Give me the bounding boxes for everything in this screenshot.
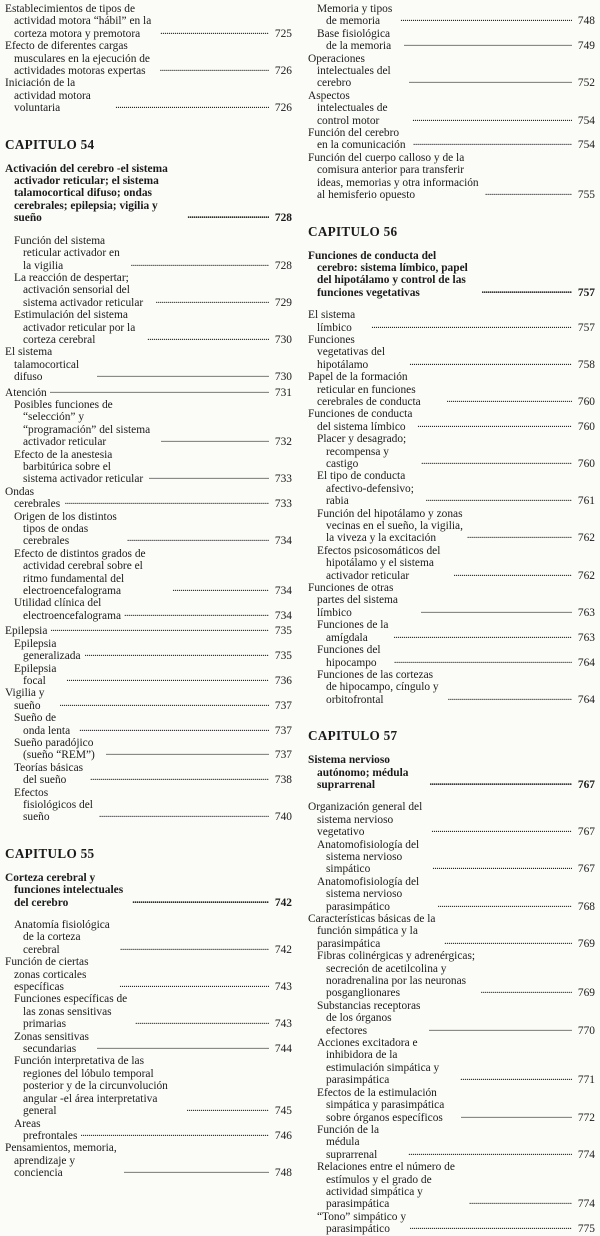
toc-entry-title: El sistema límbico	[308, 309, 356, 334]
toc-entry[interactable]	[308, 508, 595, 545]
toc-entry-title: Atención	[5, 386, 47, 399]
dot-leader	[50, 384, 269, 397]
toc-entry[interactable]	[308, 1211, 595, 1236]
toc-entry-page-number: 745	[274, 1105, 292, 1118]
toc-entry-page-number: 769	[577, 937, 595, 950]
toc-entry-page-number: 769	[577, 987, 595, 1000]
toc-entry-page-number: 754	[577, 139, 595, 152]
dot-leader	[79, 722, 269, 735]
toc-entry-title: Efectos psicosomáticos del hipotálamo y el sistema activador reticular	[317, 544, 441, 582]
toc-entry[interactable]	[308, 371, 595, 408]
toc-entry[interactable]	[5, 399, 292, 449]
toc-entry-page-number: 725	[274, 27, 292, 40]
toc-entry-page-number: 767	[577, 863, 595, 876]
toc-entry-title: Aspectos intelectuales de control motor	[308, 89, 388, 127]
toc-entry-page-number: 771	[577, 1074, 595, 1087]
toc-entry[interactable]	[5, 787, 292, 824]
toc-entry-title: Sueño paradójico (sueño “REM”)	[14, 736, 95, 762]
dot-leader	[393, 629, 572, 642]
toc-entry[interactable]	[308, 582, 595, 619]
toc-entry-title: Función de ciertas zonas corticales específicas	[5, 956, 89, 994]
toc-entry-title: Funciones de conducta del cerebro: sistema límbico, papel del hipotálamo y control de las funciones vegetativas	[308, 249, 468, 299]
toc-entry-page-number: 742	[274, 943, 292, 956]
toc-entry-title: Características básicas de la función simpática y la parasimpática	[308, 913, 436, 950]
toc-entry-page-number: 730	[274, 333, 292, 346]
dot-leader	[444, 935, 572, 948]
toc-entry[interactable]	[308, 127, 595, 152]
toc-entry[interactable]	[308, 1087, 595, 1124]
dot-leader	[66, 672, 269, 685]
toc-entry-title: Zonas sensitivas secundarias	[14, 1030, 89, 1056]
dot-leader	[120, 941, 269, 954]
toc-entry-title: El tipo de conducta afectivo-defensivo; rabia	[317, 470, 414, 508]
toc-entry[interactable]	[308, 309, 595, 334]
toc-entry-page-number: 744	[274, 1043, 292, 1056]
dot-leader	[467, 529, 572, 542]
toc-entry-page-number: 743	[274, 1018, 292, 1031]
dot-leader	[421, 455, 572, 468]
toc-entry-title: Función de la médula suprarrenal	[317, 1123, 380, 1161]
toc-entry-page-number: 734	[274, 609, 292, 622]
toc-entry-title: Placer y desagrado; recompensa y castigo	[317, 433, 407, 470]
toc-entry[interactable]	[5, 1118, 292, 1143]
dot-leader	[160, 62, 269, 75]
toc-entry[interactable]	[5, 622, 292, 637]
toc-entry[interactable]	[5, 3, 292, 40]
dot-leader	[409, 1220, 572, 1233]
toc-entry-title: La reacción de despertar; activación sensorial del sistema activador reticular	[14, 271, 144, 309]
toc-entry-page-number: 760	[577, 420, 595, 433]
toc-right-column	[308, 3, 595, 1236]
toc-entry-page-number: 737	[274, 724, 292, 737]
toc-entry-title: Sueño de onda lenta	[14, 712, 71, 737]
toc-entry-title: Vigilia y sueño	[5, 687, 45, 712]
toc-entry[interactable]	[308, 3, 595, 28]
toc-entry[interactable]	[5, 309, 292, 346]
toc-entry-page-number: 764	[577, 656, 595, 669]
toc-entry-title: Función del hipotálamo y zonas vecinas en el sueño, la vigilia, la viveza y la excitación	[317, 507, 463, 545]
toc-entry-title: Funciones de otras partes del sistema límbico	[308, 582, 398, 619]
toc-entry-title: Establecimientos de tipos de actividad motora “hábil” en la corteza motora y premotora	[5, 3, 152, 40]
dot-leader	[84, 647, 269, 660]
toc-entry[interactable]	[5, 384, 292, 399]
toc-entry[interactable]	[308, 669, 595, 706]
toc-entry[interactable]	[308, 1124, 595, 1161]
toc-entry[interactable]	[5, 235, 292, 272]
toc-entry[interactable]	[308, 1161, 595, 1211]
toc-entry-title: Relaciones entre el número de estímulos y el grado de actividad simpática y parasimpática	[317, 1161, 455, 1211]
dot-leader	[59, 697, 269, 710]
dot-leader	[461, 1109, 572, 1122]
dot-leader	[394, 654, 572, 667]
dot-leader	[90, 771, 269, 784]
dot-leader	[187, 209, 269, 222]
toc-entry-title: Sistema nervioso autónomo; médula suprarrenal	[308, 754, 409, 791]
toc-entry-page-number: 761	[577, 495, 595, 508]
toc-entry-page-number: 748	[577, 15, 595, 28]
toc-entry-page-number: 757	[577, 321, 595, 334]
toc-entry-title: Funciones de las cortezas de hipocampo, cíngulo y orbitofrontal	[317, 668, 439, 706]
chapter-heading-capitulo-57: CAPITULO 57	[308, 728, 398, 744]
toc-entry-page-number: 735	[274, 650, 292, 663]
toc-entry[interactable]	[5, 956, 292, 993]
toc-entry-title: Efecto de la anestesia barbitúrica sobre el sistema activador reticular	[14, 448, 144, 486]
toc-entry-page-number: 731	[274, 386, 292, 399]
toc-entry[interactable]	[5, 449, 292, 486]
toc-entry-title: Funciones vegetativas del hipotálamo	[308, 333, 385, 371]
toc-entry[interactable]	[5, 548, 292, 598]
toc-entry-page-number: 775	[577, 1223, 595, 1236]
toc-entry-title: Función del sistema reticular activador en la vigilia	[14, 234, 120, 272]
dot-leader	[50, 622, 269, 635]
toc-entry-page-number: 730	[274, 371, 292, 384]
toc-entry[interactable]	[5, 1055, 292, 1117]
dot-leader	[132, 894, 269, 907]
dot-leader	[408, 1146, 572, 1159]
toc-entry-page-number: 760	[577, 395, 595, 408]
dot-leader	[409, 74, 572, 87]
toc-entry[interactable]	[308, 839, 595, 876]
toc-entry-page-number: 762	[577, 569, 595, 582]
toc-entry-page-number: 742	[274, 896, 292, 909]
toc-entry[interactable]	[308, 470, 595, 507]
toc-entry[interactable]	[308, 408, 595, 433]
toc-entry-page-number: 737	[274, 699, 292, 712]
dot-leader	[155, 294, 269, 307]
toc-entry-page-number: 774	[577, 1198, 595, 1211]
toc-entry[interactable]	[5, 272, 292, 309]
toc-entry-title: Memoria y tipos de memoria	[317, 3, 393, 28]
dot-leader	[481, 984, 572, 997]
toc-entry-title: Funciones del hipocampo	[317, 644, 381, 669]
toc-entry[interactable]	[5, 486, 292, 511]
toc-entry-title: Funciones de la amígdala	[317, 619, 389, 644]
toc-entry[interactable]	[5, 687, 292, 712]
dot-leader	[413, 136, 572, 149]
dot-leader	[160, 25, 269, 38]
toc-entry-title: Funciones de conducta del sistema límbico	[308, 408, 413, 433]
chapter-heading-capitulo-54: CAPITULO 54	[5, 136, 95, 152]
toc-entry-page-number: 732	[274, 436, 292, 449]
toc-entry-title: Epilepsia generalizada	[14, 637, 81, 663]
toc-entry-page-number: 726	[274, 65, 292, 78]
toc-entry-page-number: 767	[577, 778, 595, 791]
dot-leader	[135, 1015, 269, 1028]
toc-entry-page-number: 762	[577, 532, 595, 545]
toc-entry-page-number: 738	[274, 774, 292, 787]
toc-entry[interactable]	[5, 712, 292, 737]
toc-entry-title: Base fisiológica de la memoria	[317, 27, 392, 53]
dot-leader	[371, 319, 572, 332]
toc-entry-page-number: 754	[577, 114, 595, 127]
toc-entry-title: Operaciones intelectuales del cerebro	[308, 52, 391, 90]
dot-leader	[124, 1164, 269, 1177]
toc-entry[interactable]	[5, 663, 292, 688]
dot-leader	[437, 898, 572, 911]
toc-entry[interactable]	[5, 919, 292, 956]
toc-left-column	[5, 3, 292, 1180]
toc-entry-title: Fibras colinérgicas y adrenérgicas; secreción de acetilcolina y noradrenalina por las neuronas posganglionares	[317, 950, 476, 1000]
chapter-title-entry[interactable]	[308, 250, 595, 300]
toc-entry-title: El sistema talamocortical difuso	[5, 346, 80, 384]
toc-entry-page-number: 770	[577, 1024, 595, 1037]
toc-entry-page-number: 774	[577, 1148, 595, 1161]
toc-entry-page-number: 746	[274, 1129, 292, 1142]
toc-entry-title: Utilidad clínica del electroencefalograma	[14, 597, 122, 622]
dot-leader	[97, 1040, 269, 1053]
dot-leader	[186, 1102, 269, 1115]
toc-entry-title: Papel de la formación reticular en funciones cerebrales de conducta	[308, 371, 421, 408]
toc-entry[interactable]	[308, 334, 595, 371]
toc-entry-page-number: 734	[274, 535, 292, 548]
toc-entry-title: Organización general del sistema nervioso vegetativo	[308, 801, 423, 839]
toc-entry[interactable]	[308, 619, 595, 644]
dot-leader	[482, 284, 572, 297]
dot-leader	[429, 1022, 572, 1035]
toc-entry-title: Pensamientos, memoria, aprendizaje y conciencia	[5, 1142, 117, 1180]
toc-entry[interactable]	[308, 53, 595, 90]
toc-entry-page-number: 743	[274, 981, 292, 994]
toc-entry-title: Activación del cerebro -el sistema activador reticular; el sistema talamocortical difuso; ondas cerebrales; epilepsia; vigilia y sueño	[5, 162, 168, 225]
toc-entry-title: Posibles funciones de “selección” y “programación” del sistema activador reticular	[14, 398, 151, 449]
toc-entry-page-number: 735	[274, 625, 292, 638]
toc-entry-title: Teorías básicas del sueño	[14, 761, 84, 787]
toc-entry-title: Efectos fisiológicos del sueño	[14, 786, 93, 824]
toc-entry-page-number: 760	[577, 458, 595, 470]
dot-leader	[469, 1195, 572, 1208]
toc-entry-title: Anatomofisiología del sistema nervioso simpático	[317, 838, 420, 876]
toc-entry-page-number: 755	[577, 189, 595, 202]
chapter-heading-capitulo-56: CAPITULO 56	[308, 223, 398, 239]
toc-entry-title: Función interpretativa de las regiones del lóbulo temporal posterior y de la circunvolución angular -el área interpretativa general	[14, 1055, 168, 1118]
dot-leader	[485, 186, 572, 199]
dot-leader	[404, 37, 572, 50]
toc-entry[interactable]	[308, 950, 595, 1000]
dot-leader	[80, 1127, 269, 1140]
dot-leader	[409, 356, 572, 369]
toc-entry-page-number: 752	[577, 77, 595, 90]
toc-entry-title: “Tono” simpático y parasimpático	[317, 1210, 407, 1236]
dot-leader	[147, 331, 269, 344]
toc-entry[interactable]	[5, 1142, 292, 1179]
toc-entry-page-number: 767	[577, 826, 595, 839]
toc-entry-title: Epilepsia	[5, 625, 48, 638]
toc-entry-page-number: 734	[274, 585, 292, 598]
toc-entry[interactable]	[5, 638, 292, 663]
dot-leader	[460, 1071, 572, 1084]
toc-entry-title: Efecto de distintos grados de actividad cerebral sobre el ritmo fundamental del electroencefalograma	[14, 547, 146, 598]
toc-entry-title: Función del cuerpo calloso y de la comisura anterior para transferir ideas, memorias y otra información al hemisferio opuesto	[308, 151, 479, 202]
dot-leader	[149, 470, 269, 483]
toc-entry-title: Anatomofisiología del sistema nervioso parasimpático	[317, 875, 420, 913]
toc-entry[interactable]	[5, 1031, 292, 1056]
toc-entry-page-number: 748	[274, 1167, 292, 1180]
toc-entry-page-number: 740	[274, 811, 292, 824]
toc-entry-title: Funciones específicas de las zonas sensitivas primarias	[14, 993, 128, 1031]
toc-entry[interactable]	[308, 1000, 595, 1037]
toc-entry-page-number: 763	[577, 631, 595, 644]
toc-entry[interactable]	[5, 762, 292, 787]
toc-entry-title: Origen de los distintos tipos de ondas cerebrales	[14, 510, 117, 548]
toc-entry-title: Efecto de diferentes cargas musculares en la ejecución de actividades motoras expertas	[5, 40, 150, 78]
dot-leader	[127, 532, 269, 545]
toc-entry[interactable]	[5, 511, 292, 548]
toc-entry-page-number: 728	[274, 259, 292, 272]
dot-leader	[119, 978, 269, 991]
toc-entry-page-number: 726	[274, 102, 292, 115]
toc-entry-page-number: 764	[577, 693, 595, 706]
dot-leader	[106, 746, 269, 759]
toc-entry-title: Ondas cerebrales	[5, 485, 61, 511]
dot-leader	[161, 433, 269, 446]
toc-entry-page-number: 749	[577, 40, 595, 53]
toc-entry-title: Estimulación del sistema activador reticular por la corteza cerebral	[14, 309, 136, 346]
toc-entry-title: Corteza cerebral y funciones intelectuales del cerebro	[5, 871, 124, 909]
toc-entry-page-number: 757	[577, 286, 595, 299]
dot-leader	[65, 495, 269, 508]
toc-entry[interactable]	[5, 993, 292, 1030]
toc-entry[interactable]	[308, 876, 595, 913]
toc-entry[interactable]	[308, 28, 595, 53]
dot-leader	[417, 418, 572, 431]
toc-entry[interactable]	[5, 737, 292, 762]
dot-leader	[446, 393, 572, 406]
toc-entry-title: Epilepsia focal	[14, 662, 57, 687]
toc-entry-page-number: 772	[577, 1111, 595, 1124]
dot-leader	[115, 99, 269, 112]
toc-entry-page-number: 768	[577, 900, 595, 913]
dot-leader	[421, 604, 572, 617]
toc-entry-page-number: 728	[274, 212, 292, 225]
chapter-heading-capitulo-55: CAPITULO 55	[5, 845, 95, 861]
toc-entry-title: Iniciación de la actividad motora voluntaria	[5, 77, 91, 115]
dot-leader	[432, 860, 572, 873]
toc-entry-page-number: 758	[577, 358, 595, 371]
toc-entry-page-number: 737	[274, 749, 292, 762]
dot-leader	[429, 776, 572, 789]
toc-entry[interactable]	[5, 77, 292, 114]
dot-leader	[448, 691, 572, 704]
chapter-title-entry[interactable]	[308, 754, 595, 791]
chapter-title-entry[interactable]	[5, 163, 292, 225]
toc-entry-title: Anatomía fisiológica de la corteza cerebral	[14, 919, 110, 956]
toc-entry[interactable]	[308, 152, 595, 202]
dot-leader	[172, 582, 269, 595]
dot-leader	[99, 808, 269, 821]
dot-leader	[453, 567, 572, 580]
toc-entry-title: Efectos de la estimulación simpática y parasimpática sobre órganos específicos	[317, 1086, 445, 1124]
dot-leader	[124, 607, 269, 620]
toc-entry[interactable]	[5, 597, 292, 622]
dot-leader	[431, 823, 572, 836]
toc-entry[interactable]	[308, 913, 595, 950]
toc-entry[interactable]	[308, 433, 595, 470]
toc-entry[interactable]	[5, 40, 292, 77]
toc-entry-title: Función del cerebro en la comunicación	[308, 127, 406, 152]
dot-leader	[426, 492, 573, 505]
toc-entry-page-number: 763	[577, 606, 595, 619]
toc-entry-page-number: 729	[274, 296, 292, 309]
dot-leader	[131, 257, 269, 270]
toc-entry-title: Areas prefrontales	[14, 1117, 78, 1142]
dot-leader	[412, 112, 572, 125]
toc-entry[interactable]	[308, 545, 595, 582]
toc-entry[interactable]	[308, 644, 595, 669]
toc-entry[interactable]	[308, 90, 595, 127]
chapter-title-entry[interactable]	[5, 872, 292, 909]
toc-entry-page-number: 733	[274, 498, 292, 511]
toc-entry[interactable]	[308, 801, 595, 838]
toc-entry-title: Acciones excitadora e inhibidora de la estimulación simpática y parasimpática	[317, 1037, 440, 1087]
toc-entry[interactable]	[308, 1037, 595, 1087]
dot-leader	[97, 368, 269, 381]
dot-leader	[400, 12, 572, 25]
toc-entry-title: Substancias receptoras de los órganos efectores	[317, 999, 421, 1037]
toc-entry[interactable]	[5, 346, 292, 383]
toc-entry-page-number: 736	[274, 674, 292, 687]
toc-entry-page-number: 733	[274, 473, 292, 486]
